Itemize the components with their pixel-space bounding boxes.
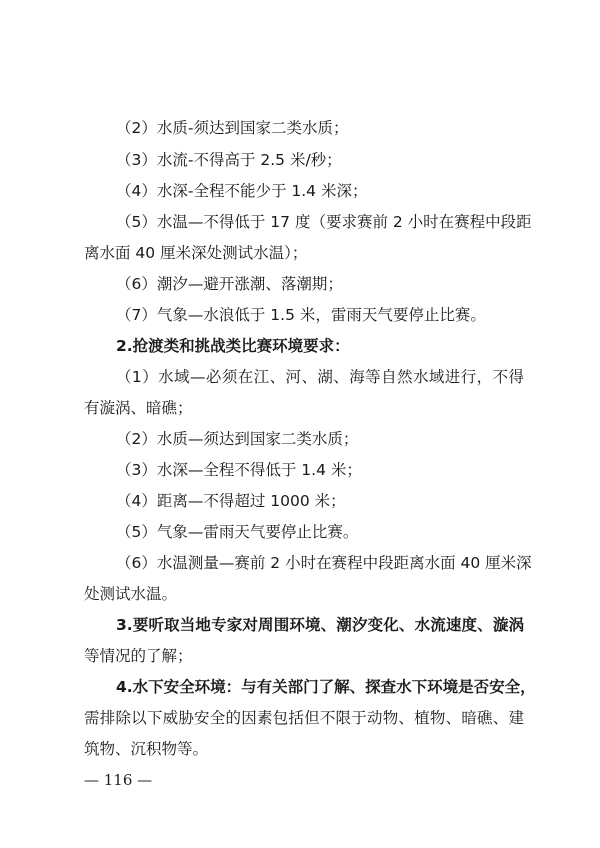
text-line: 筑物、沉积物等。 bbox=[84, 740, 209, 758]
section-heading: 2.抢渡类和挑战类比赛环境要求： bbox=[116, 337, 350, 355]
section-heading: 4.水下安全环境：与有关部门了解、探查水下环境是否安全， bbox=[116, 678, 536, 696]
text-line: （2）水质—须达到国家二类水质； bbox=[116, 430, 359, 448]
text-line: 等情况的了解； bbox=[84, 647, 193, 665]
section-heading: 3.要听取当地专家对周围环境、潮汐变化、水流速度、漩涡 bbox=[116, 616, 524, 634]
text-line: （1）水域—必须在江、河、湖、海等自然水域进行，不得 bbox=[116, 368, 524, 386]
text-line: （6）水温测量—赛前 2 小时在赛程中段距离水面 40 厘米深 bbox=[116, 554, 532, 572]
text-line: 有漩涡、暗礁； bbox=[84, 399, 193, 417]
text-line: （5）水温—不得低于 17 度（要求赛前 2 小时在赛程中段距 bbox=[116, 213, 532, 231]
text-line: （3）水流-不得高于 2.5 米/秒； bbox=[116, 151, 342, 169]
text-line: （3）水深—全程不得低于 1.4 米； bbox=[116, 461, 362, 479]
text-line: （5）气象—雷雨天气要停止比赛。 bbox=[116, 523, 359, 541]
page-number: — 116 — bbox=[84, 771, 153, 789]
text-line: （6）潮汐—避开涨潮、落潮期； bbox=[116, 275, 343, 293]
text-line: （7）气象—水浪低于 1.5 米，雷雨天气要停止比赛。 bbox=[116, 306, 486, 324]
text-line: 离水面 40 厘米深处测试水温）； bbox=[84, 244, 308, 262]
text-line: （4）距离—不得超过 1000 米； bbox=[116, 492, 346, 510]
text-line: 需排除以下威胁安全的因素包括但不限于动物、植物、暗礁、建 bbox=[84, 709, 524, 727]
text-line: （4）水深-全程不能少于 1.4 米深； bbox=[116, 182, 368, 200]
text-line: （2）水质-须达到国家二类水质； bbox=[116, 119, 349, 137]
text-line: 处测试水温。 bbox=[84, 585, 178, 603]
